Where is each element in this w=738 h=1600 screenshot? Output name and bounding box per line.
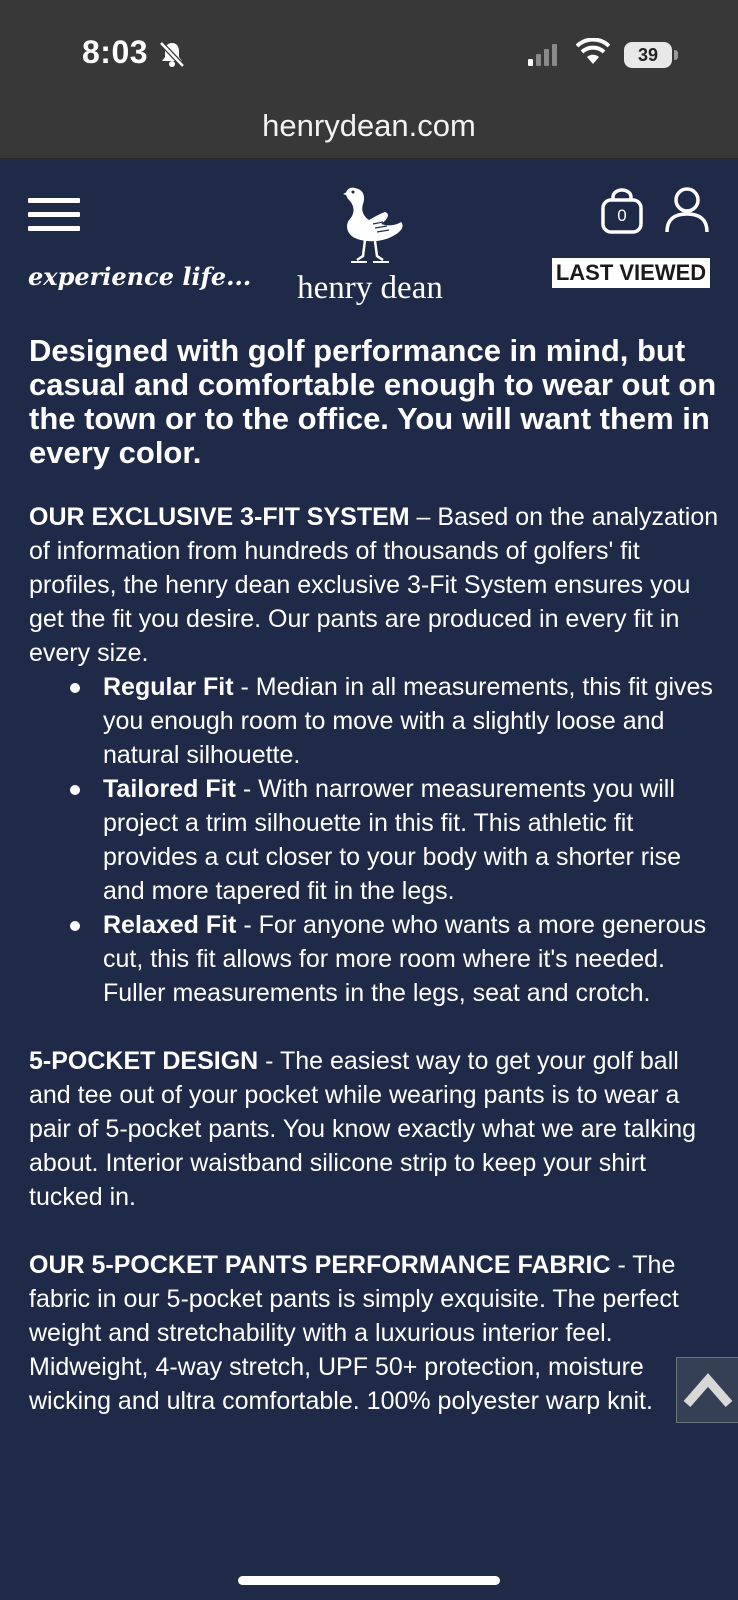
fit-name: Regular Fit (103, 673, 234, 701)
status-time: 8:03 (82, 34, 149, 70)
pocket-design-section (29, 1044, 719, 1214)
fit-description: - Median in all measurements, this fit gives you enough room to move with a slightly loose and natural silhouette. (103, 673, 713, 769)
pocket-design-title: 5-POCKET DESIGN (29, 1047, 259, 1075)
cart-count: 0 (617, 206, 627, 225)
back-to-top-button[interactable] (676, 1357, 738, 1423)
brand-name[interactable]: henry dean (297, 270, 443, 306)
account-icon[interactable] (664, 186, 710, 234)
fabric-text: - The fabric in our 5-pocket pants is simply exquisite. The perfect weight and stretchability with a luxurious interior feel. Midweight, 4-way stretch, UPF 50+ protection, moisture wicking and ultra comfortable. 100% polyester warp knit. (29, 1251, 679, 1415)
chevron-up-icon (677, 1358, 738, 1422)
battery-icon: 39 (624, 42, 672, 68)
product-description (29, 334, 719, 1418)
fit-system-section (29, 500, 719, 1010)
fit-list (29, 670, 719, 1010)
list-item (103, 908, 719, 1010)
fabric-title: OUR 5-POCKET PANTS PERFORMANCE FABRIC (29, 1251, 611, 1279)
wifi-icon (576, 38, 610, 66)
swan-logo-icon[interactable] (325, 180, 415, 272)
fit-system-text: – Based on the analyzation of information from hundreds of thousands of golfers' fit profiles, the henry dean exclusive 3-Fit System ensures you get the fit you desire. Our pants are produced in every fit in every size. (29, 503, 719, 667)
list-item (103, 772, 719, 908)
fit-description: - With narrower measurements you will project a trim silhouette in this fit. This athletic fit provides a cut closer to your body with a shorter rise and more tapered fit in the legs. (103, 775, 682, 905)
battery-tip (674, 50, 678, 60)
last-viewed-button[interactable]: LAST VIEWED (552, 258, 710, 288)
home-indicator[interactable] (238, 1576, 500, 1585)
fit-description: - For anyone who wants a more generous cut, this fit allows for more room where it's needed. Fuller measurements in the legs, seat and crotch. (103, 911, 707, 1007)
fit-name: Relaxed Fit (103, 911, 237, 939)
browser-top-bar (0, 0, 738, 159)
fabric-paragraph (29, 1248, 719, 1418)
signal-icon (528, 44, 558, 66)
fit-system-title: OUR EXCLUSIVE 3-FIT SYSTEM (29, 503, 410, 531)
bell-slash-icon (158, 40, 186, 68)
tagline: experience life... (28, 262, 252, 291)
hamburger-menu-icon[interactable] (28, 198, 80, 234)
url-bar[interactable]: henrydean.com (262, 108, 476, 143)
fit-system-paragraph (29, 500, 719, 670)
pocket-design-text: - The easiest way to get your golf ball and tee out of your pocket while wearing pants is to wear a pair of 5-pocket pants. You know exactly what we are talking about. Interior waistband silicone strip to keep your shirt tucked in. (29, 1047, 697, 1211)
list-item (103, 670, 719, 772)
fit-name: Tailored Fit (103, 775, 236, 803)
pocket-design-paragraph (29, 1044, 719, 1214)
headline: Designed with golf performance in mind, but casual and comfortable enough to wear out on the town or to the office. You will want them in every color. (29, 333, 717, 470)
fabric-section (29, 1248, 719, 1418)
